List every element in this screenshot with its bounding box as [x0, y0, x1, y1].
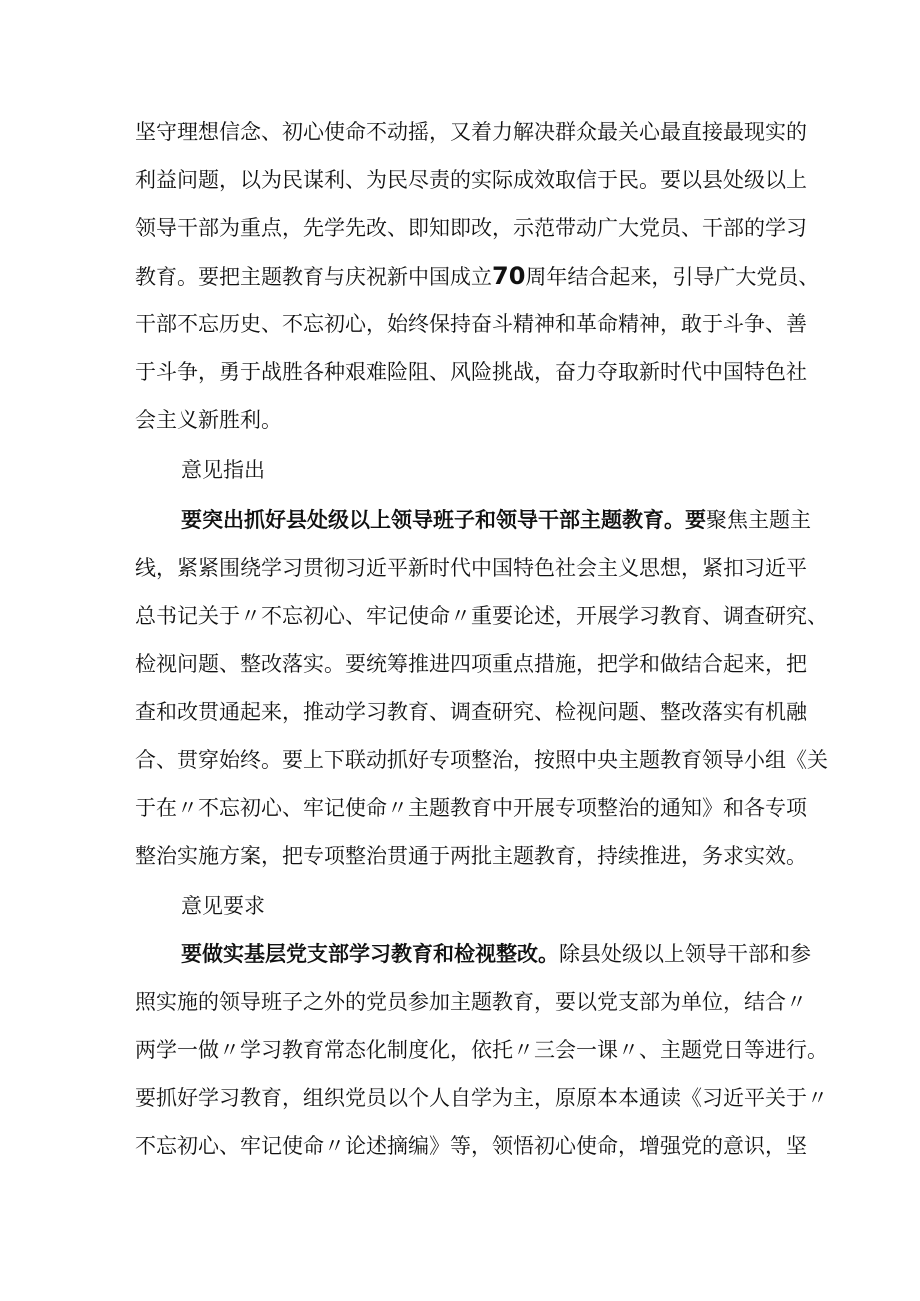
text: 两学一做〃学习教育常态化制度化，依托〃三会一课〃、主题党日等进行。	[135, 1038, 828, 1062]
text: 照实施的领导班子之外的党员参加主题教育，要以党支部为单位，结合〃	[135, 990, 807, 1014]
paragraph-line	[0, 350, 920, 394]
paragraph-line	[0, 786, 920, 830]
section-heading	[0, 448, 920, 492]
text: 教育。要把主题教育与庆祝新中国成立	[135, 265, 492, 289]
text: 利益问题，以为民谋利、为民尽责的实际成效取信于民。要以县处级以上	[135, 168, 807, 192]
text: 聚焦主题主	[706, 508, 811, 532]
paragraph-line	[0, 398, 920, 442]
text: 线，紧紧围绕学习贯彻习近平新时代中国特色社会主义思想，紧扣习近平	[135, 556, 807, 580]
text: 除县处级以上领导干部和参	[559, 942, 811, 966]
bold-lead-text: 要做实基层党支部学习教育和检视整改。	[181, 942, 559, 966]
text: 坚守理想信念、初心使命不动摇，又着力解决群众最关心最直接最现实的	[135, 120, 807, 144]
paragraph-line	[0, 738, 920, 782]
text: 于在〃不忘初心、牢记使命〃主题教育中开展专项整治的通知》和各专项	[135, 796, 807, 820]
text: 会主义新胜利。	[135, 408, 282, 432]
paragraph-line	[0, 1124, 920, 1168]
paragraph-line	[0, 594, 920, 638]
paragraph-line	[0, 980, 920, 1024]
paragraph-line	[0, 546, 920, 590]
paragraph-line	[0, 158, 920, 202]
heading-text: 意见要求	[181, 894, 265, 918]
text: 于斗争，勇于战胜各种艰难险阻、风险挑战，奋力夺取新时代中国特色社	[135, 360, 807, 384]
heading-text: 意见指出	[181, 458, 265, 482]
text: 总书记关于〃不忘初心、牢记使命〃重要论述，开展学习教育、调查研究、	[135, 604, 828, 628]
paragraph-line	[0, 206, 920, 250]
text: 检视问题、整改落实。要统筹推进四项重点措施，把学和做结合起来，把	[135, 652, 807, 676]
text: 整治实施方案，把专项整治贯通于两批主题教育，持续推进，务求实效。	[135, 844, 807, 868]
paragraph-line	[0, 498, 920, 542]
text: 周年结合起来，引导广大党员、	[525, 265, 820, 289]
paragraph-line	[0, 1076, 920, 1120]
text: 要抓好学习教育，组织党员以个人自学为主，原原本本通读《习近平关于〃	[135, 1086, 828, 1110]
paragraph-line	[0, 110, 920, 154]
text: 干部不忘历史、不忘初心，始终保持奋斗精神和革命精神，敢于斗争、善	[135, 312, 807, 336]
text: 不忘初心、牢记使命〃论述摘编》等，领悟初心使命，增强党的意识，坚	[135, 1134, 807, 1158]
text: 合、贯穿始终。要上下联动抓好专项整治，按照中央主题教育领导小组《关	[135, 748, 828, 772]
paragraph-line	[0, 254, 920, 298]
paragraph-line	[0, 834, 920, 878]
paragraph-line	[0, 932, 920, 976]
section-heading	[0, 884, 920, 928]
paragraph-line	[0, 1028, 920, 1072]
paragraph-line	[0, 690, 920, 734]
paragraph-line	[0, 642, 920, 686]
paragraph-line	[0, 302, 920, 346]
bold-lead-text: 要突出抓好县处级以上领导班子和领导干部主题教育。要	[181, 508, 706, 532]
text: 领导干部为重点，先学先改、即知即改，示范带动广大党员、干部的学习	[135, 216, 807, 240]
text: 查和改贯通起来，推动学习教育、调查研究、检视问题、整改落实有机融	[135, 700, 807, 724]
number-70: 70	[492, 262, 526, 290]
